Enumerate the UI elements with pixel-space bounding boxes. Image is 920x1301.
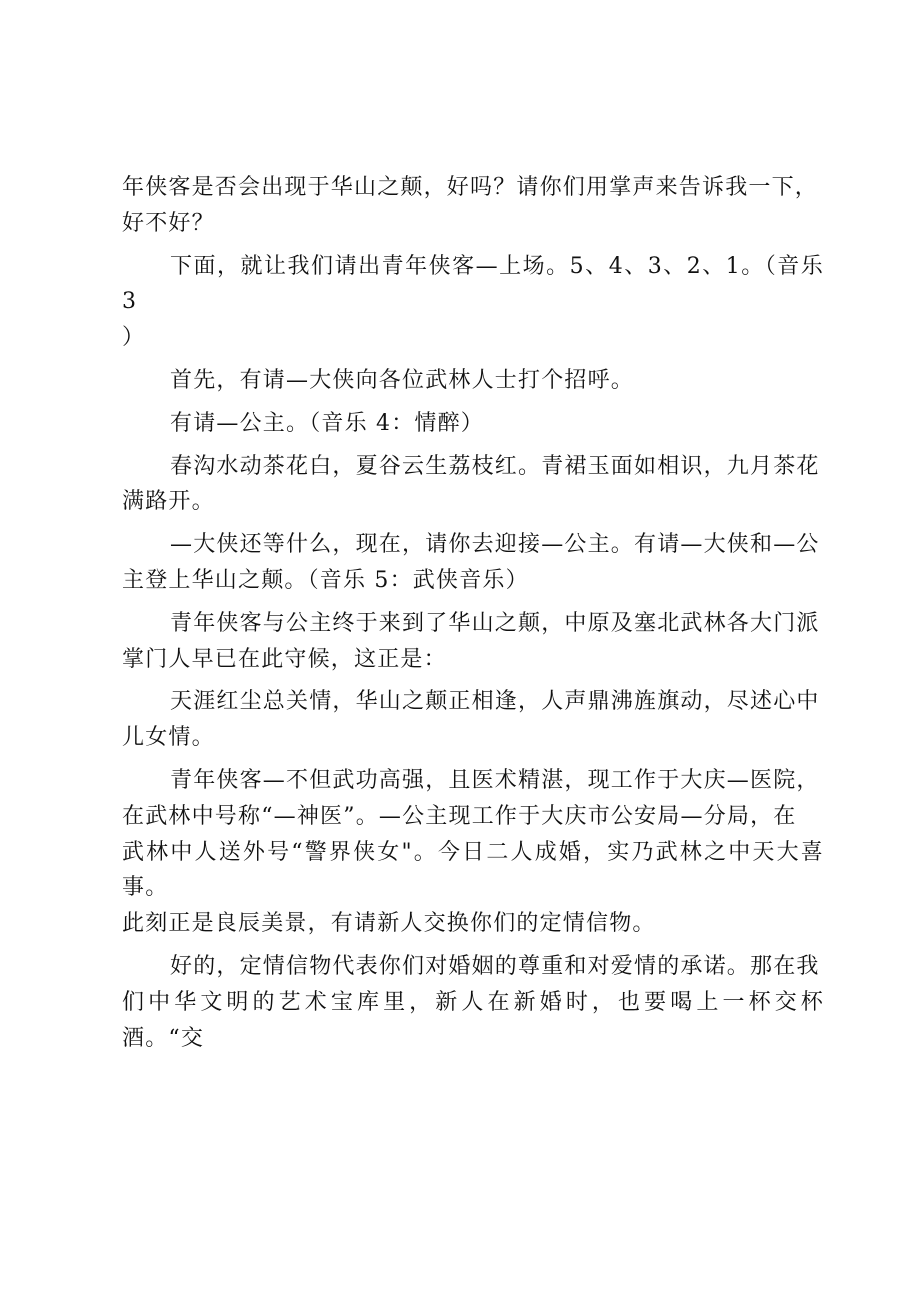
paragraph — [122, 406, 824, 442]
text-line: 好不好？ — [122, 210, 215, 236]
document-body — [122, 170, 824, 1063]
text-line: 青年侠客与公主终于来到了华山之颠，中原及塞北武林各大门派 — [170, 610, 820, 636]
text-line: 年侠客是否会出现于华山之颠，好吗？请你们用掌声来告诉我一下， — [122, 175, 819, 200]
paragraph — [122, 363, 824, 399]
text-line: ） — [122, 325, 146, 351]
paragraph — [122, 170, 824, 242]
text-line: 武林中人送外号“警界侠女"。今日二人成婚，实乃武林之中天大喜事。 — [122, 839, 824, 901]
text-line: 首先，有请—大侠向各位武林人士打个招呼。 — [170, 367, 635, 393]
paragraph — [122, 763, 824, 942]
paragraph — [122, 527, 824, 599]
paragraph — [122, 249, 824, 356]
text-line: 青年侠客—不但武功高强，且医术精湛，现工作于大庆—医院， — [170, 767, 820, 793]
text-line: 此刻正是良辰美景，有请新人交换你们的定情信物。 — [122, 911, 656, 937]
text-line: 好的，定情信物代表你们对婚姻的尊重和对爱情的承诺。那在我 — [170, 953, 820, 979]
text-line: 掌门人早已在此守候，这正是： — [122, 646, 447, 672]
paragraph — [122, 949, 824, 1056]
text-line: —大侠还等什么，现在，请你去迎接—公主。有请—大侠和—公 — [170, 532, 820, 558]
text-line: 们中华文明的艺术宝库里，新人在新婚时，也要喝上一杯交杯酒。“交 — [122, 989, 824, 1051]
text-line: 儿女情。 — [122, 725, 215, 751]
paragraph — [122, 606, 824, 678]
text-line: 天涯红尘总关情，华山之颠正相逢，人声鼎沸旌旗动，尽述心中 — [170, 689, 820, 715]
text-line: 主登上华山之颠。（音乐 5：武侠音乐） — [122, 567, 529, 593]
text-line: 满路开。 — [122, 489, 215, 515]
text-line: 有请—公主。（音乐 4：情醉） — [170, 410, 484, 436]
text-line: 下面，就让我们请出青年侠客—上场。5、4、3、2、1。（音乐 3 — [122, 253, 824, 315]
text-line: 春沟水动茶花白，夏谷云生荔枝红。青裙玉面如相识，九月茶花 — [170, 453, 820, 479]
paragraph — [122, 449, 824, 521]
paragraph — [122, 684, 824, 756]
text-line: 在武林中号称“—神医”。—公主现工作于大庆市公安局—分局，在 — [122, 803, 797, 829]
